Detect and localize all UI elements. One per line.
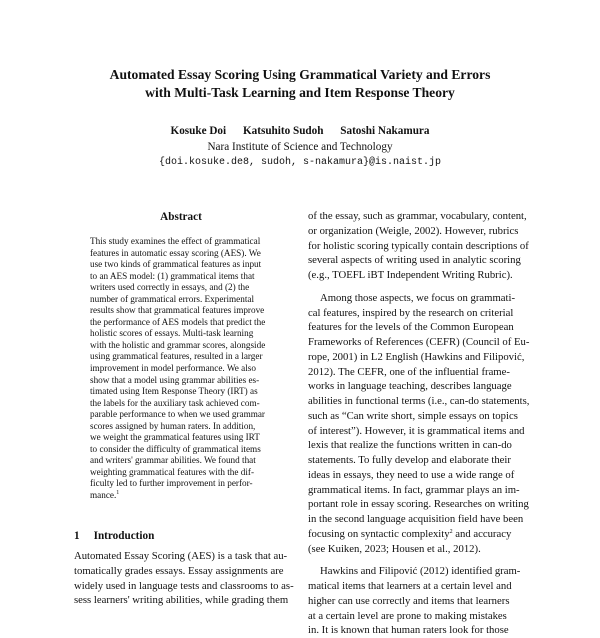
- body-line: in the second language acquisition field have been: [308, 513, 524, 525]
- abstract-heading: Abstract: [160, 211, 202, 223]
- body-line: 2012). The CEFR, one of the influential frame-: [308, 365, 510, 378]
- paper-title-line-2: with Multi-Task Learning and Item Response Theory: [145, 85, 455, 100]
- body-line: grammatical items. In fact, grammar plays an im-: [308, 483, 520, 496]
- body-line: features for the levels of the Common European: [308, 321, 514, 334]
- body-line-tail: and accuracy: [452, 527, 512, 540]
- body-line: cal features, inspired by the research on criterial: [308, 306, 514, 319]
- body-line: lexis that realize the functions written in can-do: [308, 439, 512, 452]
- right-column: [308, 209, 533, 638]
- author-name: Kosuke Doi: [170, 125, 227, 137]
- body-line: for holistic scoring typically contain descriptions of: [308, 239, 529, 252]
- author-name: Satoshi Nakamura: [340, 125, 430, 137]
- body-line: Hawkins and Filipović (2012) identified gram-: [320, 565, 521, 578]
- section-title: Introduction: [93, 530, 155, 542]
- abstract-line: improvement in model performance. We also: [90, 363, 256, 374]
- body-line: such as “Can write short, simple essays on topics: [308, 409, 518, 422]
- intro-line: widely used in language tests and classrooms to as-: [74, 579, 294, 592]
- affiliation: Nara Institute of Science and Technology: [207, 141, 393, 153]
- body-line: statements. To fully develop and elaborate their: [308, 454, 511, 466]
- abstract-line: results show that grammatical features improve: [90, 305, 265, 316]
- section-heading-introduction: [74, 530, 154, 542]
- paragraph: [308, 564, 533, 638]
- abstract-line: with the holistic and grammar scores, alongside: [90, 339, 266, 350]
- author-block: [0, 123, 600, 171]
- body-line: abilities in functional terms (i.e., can-do statements,: [308, 395, 530, 407]
- abstract-line: features in automatic essay scoring (AES). We: [90, 247, 261, 258]
- abstract-line: the performance of AES models that predict the: [90, 316, 266, 327]
- abstract-line: to an AES model: (1) grammatical items that: [90, 270, 255, 281]
- body-line: higher can use correctly and items that learners: [308, 594, 510, 607]
- introduction-body: [74, 549, 299, 608]
- body-line: Frameworks of References (CEFR) (Council of Eu-: [308, 336, 530, 348]
- abstract-line: writers used correctly in essays, and (2) the: [90, 282, 250, 293]
- author-names: [0, 123, 600, 139]
- abstract-line: ficulty led to further improvement in perfor-: [90, 478, 253, 489]
- abstract-line: to consider the difficulty of grammatical items: [90, 443, 261, 454]
- paragraph: [308, 291, 533, 557]
- abstract-last-line: [90, 490, 280, 502]
- body-line-with-footnote: [308, 527, 533, 542]
- body-line: (see Kuiken, 2023; Housen et al., 2012).: [308, 542, 481, 555]
- abstract-line: and writers' grammar abilities. We found that: [90, 455, 256, 466]
- paper-title: [0, 66, 600, 102]
- abstract-line: the labels for the auxiliary task achieved com-: [90, 397, 260, 408]
- footnote-mark[interactable]: 2: [449, 528, 453, 535]
- abstract-line: show that a model using grammar abilities es-: [90, 374, 260, 385]
- author-name: Katsuhito Sudoh: [242, 125, 324, 137]
- body-line: works in language teaching, describes language: [308, 380, 512, 393]
- body-line: ideas in essays, they need to use a wide range of: [308, 468, 515, 481]
- body-line: portant role in essay scoring. Researches on writing: [308, 498, 529, 511]
- body-line: in. It is known that human raters look for those: [308, 624, 509, 637]
- abstract-line: holistic scores of essays. Multi-task learning: [90, 328, 254, 339]
- footnote-mark[interactable]: 1: [116, 490, 120, 497]
- abstract-line: we weight the grammatical features using IRT: [90, 432, 260, 443]
- body-line: several aspects of writing used in analytic scoring: [308, 254, 521, 267]
- intro-line: Automated Essay Scoring (AES) is a task that au-: [74, 550, 288, 562]
- paper-title-line-1: Automated Essay Scoring Using Grammatical Variety and Errors: [109, 67, 491, 82]
- abstract-line: This study examines the effect of grammatical: [90, 236, 261, 246]
- body-line: of interest”). However, it is grammatical items and: [308, 424, 525, 437]
- section-number: 1: [74, 530, 80, 542]
- body-line: of the essay, such as grammar, vocabulary, content,: [308, 210, 527, 222]
- abstract-line: weighting grammatical features with the dif-: [90, 466, 255, 477]
- body-line: focusing on syntactic complexity: [308, 527, 450, 540]
- body-line: or organization (Weigle, 2002). However, rubrics: [308, 224, 519, 237]
- abstract-line: mance.: [90, 490, 117, 501]
- abstract-line: use two kinds of grammatical features as input: [90, 259, 262, 270]
- abstract-body: [90, 236, 280, 502]
- author-email: {doi.kosuke.de8, sudoh, s-nakamura}@is.naist.jp: [158, 157, 442, 168]
- intro-line: tomatically grades essays. Essay assignments are: [74, 564, 284, 577]
- paragraph: [308, 209, 533, 283]
- body-line: (e.g., TOEFL iBT Independent Writing Rubric).: [308, 269, 513, 281]
- abstract-line: using grammatical features, resulted in a larger: [90, 351, 263, 362]
- body-line: matical items that learners at a certain level and: [308, 580, 512, 592]
- body-line: at a certain level are prone to making mistakes: [308, 609, 507, 622]
- abstract-line: number of grammatical errors. Experimental: [90, 293, 255, 304]
- body-line: rope, 2001) in L2 English (Hawkins and Filipović,: [308, 350, 525, 363]
- intro-line: sess learners' writing abilities, while grading them: [74, 594, 289, 607]
- abstract-line: timated using Item Response Theory (IRT) as: [90, 386, 258, 397]
- body-line: Among those aspects, we focus on grammati-: [320, 291, 515, 304]
- abstract-line: parable performance to when we used grammar: [90, 409, 265, 420]
- abstract-line: scores assigned by human raters. In addition,: [90, 420, 256, 431]
